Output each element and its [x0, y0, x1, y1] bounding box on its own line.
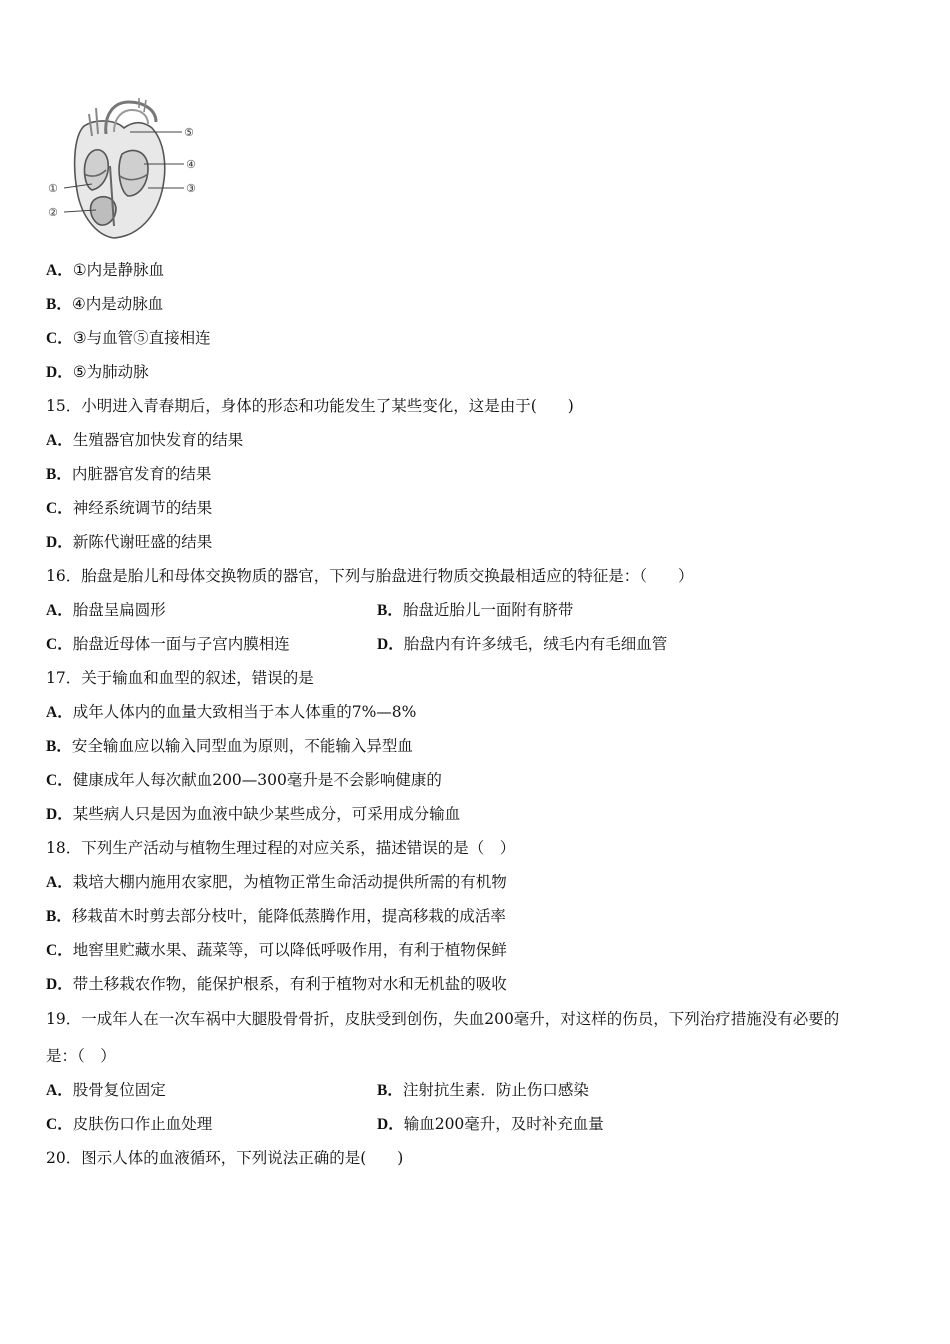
- option-letter: C．: [46, 636, 73, 653]
- option-letter: D．: [377, 1116, 404, 1133]
- option-letter: D．: [377, 636, 404, 653]
- label-5: ⑤: [184, 126, 194, 139]
- option-letter: B．: [46, 738, 72, 755]
- q15-option-a: [46, 430, 243, 451]
- option-text: 胎盘近母体一面与子宫内膜相连: [72, 635, 290, 653]
- q17-option-b: [46, 736, 413, 757]
- option-letter: A．: [46, 262, 73, 279]
- option-text: 新陈代谢旺盛的结果: [72, 533, 213, 551]
- label-2: ②: [48, 206, 58, 219]
- option-letter: A．: [46, 874, 73, 891]
- q19-option-d: [377, 1114, 604, 1135]
- q19-stem-line2: 是：（ ）: [46, 1047, 116, 1065]
- option-letter: B．: [377, 1082, 403, 1099]
- option-text: 地窖里贮藏水果、蔬菜等，可以降低呼吸作用，有利于植物保鲜: [72, 941, 507, 959]
- option-text: 生殖器官加快发育的结果: [72, 431, 244, 449]
- option-letter: B．: [46, 908, 72, 925]
- option-text: 安全输血应以输入同型血为原则，不能输入异型血: [71, 737, 413, 755]
- option-text: 移栽苗木时剪去部分枝叶，能降低蒸腾作用，提高移栽的成活率: [71, 907, 506, 925]
- q19-option-c: [46, 1114, 212, 1135]
- option-text: 股骨复位固定: [72, 1081, 166, 1099]
- q15-option-c: [46, 498, 212, 519]
- q14-option-a: [46, 260, 164, 281]
- q17-option-c: [46, 770, 442, 791]
- option-text: 健康成年人每次献血200—300毫升是不会影响健康的: [72, 771, 442, 789]
- q19-stem-line1: 19．一成年人在一次车祸中大腿股骨骨折，皮肤受到创伤，失血200毫升，对这样的伤员，下列治疗措施没有必要的: [46, 1010, 840, 1028]
- q14-option-b: [46, 294, 163, 315]
- q17-stem: 17．关于输血和血型的叙述，错误的是: [46, 669, 314, 687]
- option-letter: D．: [46, 976, 73, 993]
- q16-option-c: [46, 634, 290, 655]
- q15-stem: 15．小明进入青春期后，身体的形态和功能发生了某些变化，这是由于( ): [46, 397, 574, 415]
- q16-option-b: [377, 600, 573, 621]
- q14-option-c: [46, 328, 211, 349]
- label-1: ①: [48, 182, 58, 195]
- option-text: ①内是静脉血: [72, 261, 165, 279]
- option-letter: C．: [46, 772, 73, 789]
- q15-option-b: [46, 464, 211, 485]
- option-letter: A．: [46, 704, 73, 721]
- option-letter: C．: [46, 330, 73, 347]
- option-text: 胎盘近胎儿一面附有脐带: [402, 601, 574, 619]
- option-letter: C．: [46, 500, 73, 517]
- option-text: ③与血管⑤直接相连: [72, 329, 211, 347]
- q18-option-a: [46, 872, 507, 893]
- q19-option-a: [46, 1080, 166, 1101]
- option-text: 胎盘呈扁圆形: [72, 601, 166, 619]
- q17-option-d: [46, 804, 460, 825]
- q18-stem: 18．下列生产活动与植物生理过程的对应关系，描述错误的是（ ）: [46, 839, 516, 857]
- q18-option-d: [46, 974, 507, 995]
- q16-stem: 16．胎盘是胎儿和母体交换物质的器官，下列与胎盘进行物质交换最相适应的特征是：（ ）: [46, 567, 694, 585]
- option-text: 栽培大棚内施用农家肥，为植物正常生命活动提供所需的有机物: [72, 873, 507, 891]
- option-letter: D．: [46, 806, 73, 823]
- label-3: ③: [186, 182, 196, 195]
- option-letter: A．: [46, 432, 73, 449]
- option-letter: A．: [46, 1082, 73, 1099]
- option-text: 注射抗生素．防止伤口感染: [402, 1081, 589, 1099]
- option-text: 皮肤伤口作止血处理: [72, 1115, 213, 1133]
- option-text: 某些病人只是因为血液中缺少某些成分，可采用成分输血: [72, 805, 461, 823]
- q16-option-d: [377, 634, 667, 655]
- option-letter: D．: [46, 364, 73, 381]
- label-4: ④: [186, 158, 196, 171]
- option-letter: A．: [46, 602, 73, 619]
- option-letter: B．: [46, 466, 72, 483]
- option-text: 胎盘内有许多绒毛，绒毛内有毛细血管: [403, 635, 668, 653]
- q17-option-a: [46, 702, 416, 723]
- option-text: 输血200毫升，及时补充血量: [403, 1115, 604, 1133]
- q15-option-d: [46, 532, 212, 553]
- option-letter: C．: [46, 1116, 73, 1133]
- option-letter: B．: [377, 602, 403, 619]
- option-text: ⑤为肺动脉: [72, 363, 149, 381]
- option-letter: C．: [46, 942, 73, 959]
- option-letter: B．: [46, 296, 72, 313]
- q20-stem: 20．图示人体的血液循环，下列说法正确的是( ): [46, 1149, 404, 1167]
- q16-option-a: [46, 600, 166, 621]
- heart-diagram: [44, 96, 204, 242]
- q18-option-b: [46, 906, 506, 927]
- option-text: 神经系统调节的结果: [72, 499, 213, 517]
- option-text: ④内是动脉血: [71, 295, 164, 313]
- q14-option-d: [46, 362, 149, 383]
- q19-option-b: [377, 1080, 589, 1101]
- option-text: 内脏器官发育的结果: [71, 465, 212, 483]
- q18-option-c: [46, 940, 507, 961]
- option-text: 带土移栽农作物，能保护根系，有利于植物对水和无机盐的吸收: [72, 975, 507, 993]
- option-text: 成年人体内的血量大致相当于本人体重的7%—8%: [72, 703, 417, 721]
- option-letter: D．: [46, 534, 73, 551]
